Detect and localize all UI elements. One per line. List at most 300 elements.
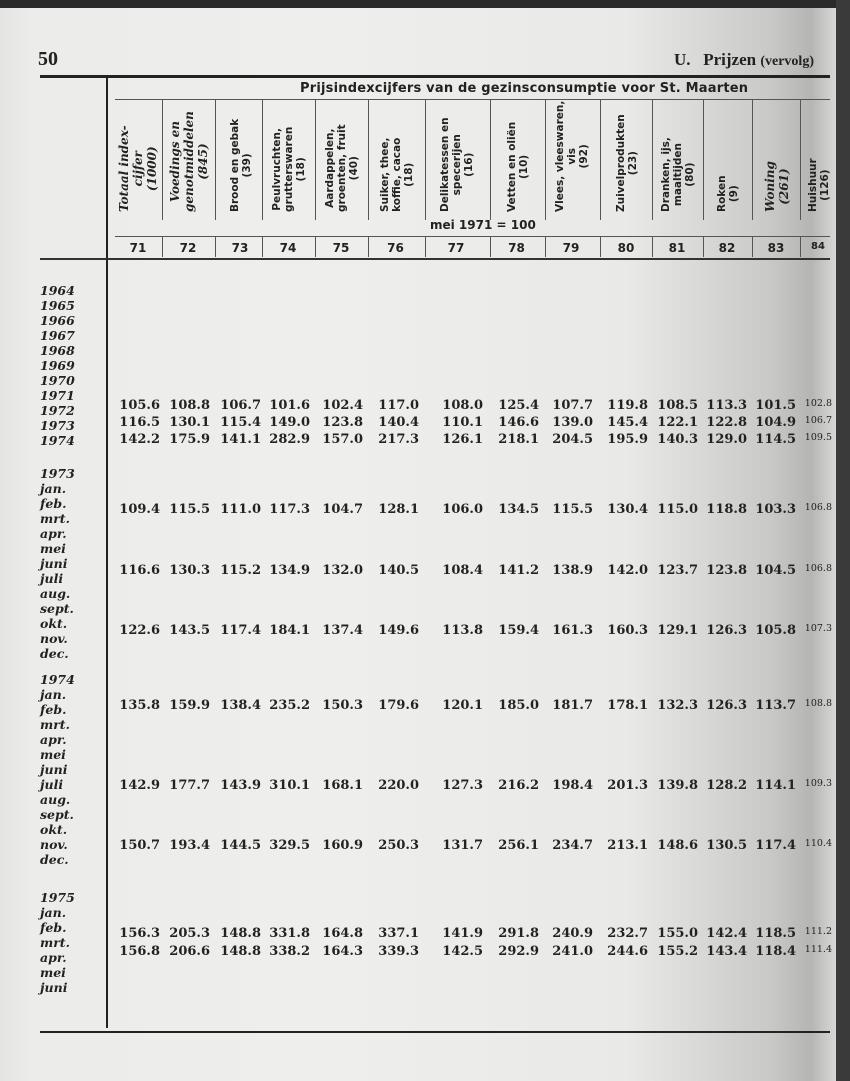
table-cell: 140.4: [378, 415, 419, 430]
column-label-line: (18): [402, 162, 415, 187]
table-cell: 115.5: [552, 502, 593, 517]
table-cell: 179.6: [378, 698, 419, 713]
column-label-line: Totaal index-: [117, 125, 131, 212]
table-cell: 122.1: [657, 415, 698, 430]
table-cell: 107.7: [552, 398, 593, 413]
column-label-line: (10): [517, 154, 530, 179]
table-cell: 111.4: [804, 944, 832, 955]
column-number-72: 72: [179, 241, 197, 255]
table-cell: 118.4: [755, 944, 796, 959]
column-label-line: Voedings en: [168, 120, 182, 203]
table-cell: 205.3: [169, 926, 210, 941]
table-cell: 104.5: [755, 563, 796, 578]
table-cell: 113.8: [442, 623, 483, 638]
column-label-line: Zuivelprodukten: [615, 114, 627, 212]
row-label: 1973: [40, 418, 75, 433]
table-row: [108, 838, 836, 854]
table-cell: 140.5: [378, 563, 419, 578]
table-row: [108, 623, 836, 639]
column-number-78: 78: [508, 241, 525, 255]
table-cell: 232.7: [607, 926, 648, 941]
table-cell: 156.8: [119, 944, 160, 959]
table-cell: 132.3: [657, 698, 698, 713]
row-label: apr.: [40, 950, 67, 965]
table-cell: 130.1: [169, 415, 210, 430]
row-label: sept.: [40, 807, 74, 822]
table-row: [108, 563, 836, 579]
table-cell: 244.6: [607, 944, 648, 959]
table-cell: 181.7: [552, 698, 593, 713]
table-cell: 118.5: [755, 926, 796, 941]
table-cell: 117.4: [755, 838, 796, 853]
table-cell: 105.6: [119, 398, 160, 413]
section-suffix: (vervolg): [760, 54, 814, 69]
table-cell: 104.9: [755, 415, 796, 430]
row-label: 1975: [40, 890, 75, 905]
column-label-line: (261): [777, 168, 791, 205]
table-cell: 128.2: [706, 778, 747, 793]
table-row: [108, 926, 836, 942]
table-cell: 102.8: [804, 398, 832, 409]
table-cell: 126.3: [706, 698, 747, 713]
table-cell: 111.0: [220, 502, 261, 517]
column-separator: [800, 237, 801, 257]
table-cell: 256.1: [498, 838, 539, 853]
table-cell: 310.1: [269, 778, 310, 793]
column-number-81: 81: [668, 241, 686, 255]
table-cell: 204.5: [552, 432, 593, 447]
table-cell: 101.5: [755, 398, 796, 413]
table-cell: 109.3: [804, 778, 832, 789]
column-header-77: [425, 100, 488, 220]
row-label: nov.: [40, 837, 68, 852]
row-label: 1972: [40, 403, 75, 418]
table-cell: 143.4: [706, 944, 747, 959]
table-cell: 150.3: [322, 698, 363, 713]
table-cell: 195.9: [607, 432, 648, 447]
column-label-line: Dranken, ijs,: [660, 137, 672, 212]
table-cell: 129.1: [657, 623, 698, 638]
table-cell: 106.8: [804, 502, 832, 513]
row-label: 1969: [40, 358, 75, 373]
row-label: mei: [40, 747, 66, 762]
column-label-line: (1000): [145, 146, 159, 192]
table-cell: 144.5: [220, 838, 261, 853]
column-header-80: [600, 100, 653, 220]
table-super-header: Prijsindexcijfers van de gezinsconsumptie voor St. Maarten: [300, 81, 749, 96]
column-label-line: grutterswaren: [283, 126, 295, 212]
table-cell: 129.0: [706, 432, 747, 447]
table-cell: 193.4: [169, 838, 210, 853]
table-cell: 107.3: [804, 623, 832, 634]
row-label: mrt.: [40, 935, 70, 950]
column-header-81: [652, 100, 703, 220]
table-cell: 338.2: [269, 944, 310, 959]
table-cell: 134.5: [498, 502, 539, 517]
table-cell: 110.1: [442, 415, 483, 430]
table-cell: 149.0: [269, 415, 310, 430]
table-cell: 127.3: [442, 778, 483, 793]
table-cell: 168.1: [322, 778, 363, 793]
column-label-line: genotmiddelen: [182, 111, 196, 212]
label-group: [40, 890, 75, 995]
table-cell: 250.3: [378, 838, 419, 853]
column-number-73: 73: [231, 241, 249, 255]
table-cell: 110.4: [804, 838, 832, 849]
table-cell: 113.7: [755, 698, 796, 713]
table-row: [108, 502, 836, 518]
row-label: feb.: [40, 496, 67, 511]
table-cell: 160.3: [607, 623, 648, 638]
column-separator: [652, 237, 653, 257]
column-separator: [162, 237, 163, 257]
table-cell: 143.9: [220, 778, 261, 793]
row-label: mrt.: [40, 717, 70, 732]
table-cell: 120.1: [442, 698, 483, 713]
table-cell: 113.3: [706, 398, 747, 413]
row-label: dec.: [40, 646, 69, 661]
column-number-71: 71: [129, 241, 147, 255]
column-label: [505, 121, 530, 212]
table-cell: 141.9: [442, 926, 483, 941]
table-cell: 201.3: [607, 778, 648, 793]
column-label-line: vis: [566, 147, 578, 165]
column-number-83: 83: [767, 241, 785, 255]
table-cell: 128.1: [378, 502, 419, 517]
table-cell: 111.2: [804, 926, 832, 937]
table-cell: 104.7: [322, 502, 363, 517]
column-label: [716, 175, 740, 212]
column-label-line: koffie, cacao: [390, 137, 403, 212]
table-cell: 117.0: [378, 398, 419, 413]
table-cell: 138.4: [220, 698, 261, 713]
table-cell: 161.3: [552, 623, 593, 638]
table-cell: 329.5: [269, 838, 310, 853]
column-header-79: [545, 100, 598, 220]
column-header-82: [703, 100, 752, 220]
table-cell: 291.8: [498, 926, 539, 941]
table-cell: 220.0: [378, 778, 419, 793]
table-cell: 134.9: [269, 563, 310, 578]
header-bottom-rule: [40, 258, 830, 260]
table-cell: 175.9: [169, 432, 210, 447]
column-separator: [425, 237, 426, 257]
table-row: [108, 698, 836, 714]
table-cell: 122.6: [119, 623, 160, 638]
table-cell: 337.1: [378, 926, 419, 941]
table-cell: 282.9: [269, 432, 310, 447]
table-cell: 159.4: [498, 623, 539, 638]
table-cell: 143.5: [169, 623, 210, 638]
column-label-line: maaltijden: [672, 143, 684, 207]
table-cell: 139.0: [552, 415, 593, 430]
table-cell: 115.5: [169, 502, 210, 517]
table-cell: 130.5: [706, 838, 747, 853]
table-cell: 108.8: [169, 398, 210, 413]
table-cell: 109.4: [119, 502, 160, 517]
column-separator: [215, 237, 216, 257]
column-separator: [368, 237, 369, 257]
table-row: [108, 432, 836, 448]
table-cell: 148.8: [220, 944, 261, 959]
row-label: juni: [40, 762, 68, 777]
table-cell: 103.3: [755, 502, 796, 517]
column-label: [439, 117, 475, 212]
row-label: okt.: [40, 822, 68, 837]
column-header-73: [215, 100, 266, 220]
table-cell: 140.3: [657, 432, 698, 447]
table-cell: 160.9: [322, 838, 363, 853]
row-label: mrt.: [40, 511, 70, 526]
label-group: [40, 672, 75, 867]
table-cell: 114.5: [755, 432, 796, 447]
table-cell: 184.1: [269, 623, 310, 638]
table-cell: 139.8: [657, 778, 698, 793]
column-header-74: [262, 100, 315, 220]
table-cell: 235.2: [269, 698, 310, 713]
row-label: sept.: [40, 601, 74, 616]
binding-edge: [836, 0, 850, 1081]
row-label: aug.: [40, 586, 71, 601]
column-number-80: 80: [617, 241, 635, 255]
table-cell: 142.5: [442, 944, 483, 959]
basis-rule: [115, 236, 830, 237]
section-header: [674, 50, 814, 70]
table-cell: 135.8: [119, 698, 160, 713]
row-label: jan.: [40, 905, 67, 920]
table-row: [108, 944, 836, 960]
page-number: 50: [38, 48, 58, 70]
table-cell: 218.1: [498, 432, 539, 447]
row-label: juli: [40, 777, 64, 792]
table-cell: 117.4: [220, 623, 261, 638]
column-separator: [752, 237, 753, 257]
table-cell: 216.2: [498, 778, 539, 793]
row-label: apr.: [40, 526, 67, 541]
table-row: [108, 778, 836, 794]
table-cell: 138.9: [552, 563, 593, 578]
row-label: nov.: [40, 631, 68, 646]
column-label-line: (126): [819, 169, 831, 201]
column-number-79: 79: [562, 241, 580, 255]
column-label: [378, 137, 415, 212]
table-cell: 141.2: [498, 563, 539, 578]
table-cell: 148.6: [657, 838, 698, 853]
row-label: apr.: [40, 732, 67, 747]
column-number-82: 82: [718, 241, 736, 255]
row-label: 1970: [40, 373, 75, 388]
table-cell: 198.4: [552, 778, 593, 793]
column-label-line: Huishuur: [807, 158, 819, 212]
table-cell: 130.3: [169, 563, 210, 578]
column-header-72: [162, 100, 215, 220]
column-label: [324, 124, 360, 212]
row-label: juni: [40, 980, 68, 995]
table-cell: 150.7: [119, 838, 160, 853]
table-cell: 116.6: [119, 563, 160, 578]
table-cell: 241.0: [552, 944, 593, 959]
label-group: [40, 283, 75, 448]
column-number-74: 74: [279, 241, 297, 255]
row-label: 1966: [40, 313, 75, 328]
column-separator: [262, 237, 263, 257]
table-cell: 185.0: [498, 698, 539, 713]
column-label-line: groenten, fruit: [336, 124, 348, 212]
table-cell: 116.5: [119, 415, 160, 430]
column-label: [271, 126, 307, 212]
column-label-line: (18): [295, 157, 307, 182]
row-label: juni: [40, 556, 68, 571]
stub-divider: [106, 78, 108, 1028]
column-label-line: (16): [463, 152, 475, 177]
column-label-line: (845): [196, 143, 210, 180]
table-row: [108, 398, 836, 414]
table-cell: 106.7: [220, 398, 261, 413]
document-page: [0, 8, 836, 1081]
table-cell: 142.2: [119, 432, 160, 447]
table-cell: 142.4: [706, 926, 747, 941]
table-cell: 123.8: [706, 563, 747, 578]
column-label-line: Vlees, vleeswaren,: [554, 100, 566, 212]
row-label: okt.: [40, 616, 68, 631]
column-number-84: 84: [811, 241, 825, 252]
column-separator: [600, 237, 601, 257]
table-cell: 292.9: [498, 944, 539, 959]
column-separator: [490, 237, 491, 257]
column-header-76: [368, 100, 424, 220]
table-cell: 115.0: [657, 502, 698, 517]
column-label: [807, 158, 831, 212]
column-header-71: [112, 100, 164, 220]
column-label-line: (39): [241, 153, 253, 178]
label-group: [40, 466, 75, 661]
column-label-line: Delikatessen en: [439, 117, 451, 212]
section-letter: U.: [673, 50, 691, 69]
table-cell: 106.7: [804, 415, 832, 426]
column-label: [554, 100, 590, 212]
row-label: 1974: [40, 433, 75, 448]
column-label: [229, 118, 253, 212]
row-label: jan.: [40, 687, 67, 702]
table-cell: 149.6: [378, 623, 419, 638]
column-label-line: cijfer: [131, 151, 145, 187]
column-header-75: [315, 100, 368, 220]
table-cell: 122.8: [706, 415, 747, 430]
row-label: mei: [40, 541, 66, 556]
column-label: [763, 161, 791, 212]
column-label-line: (80): [684, 162, 696, 187]
table-cell: 114.1: [755, 778, 796, 793]
top-rule: [40, 75, 830, 78]
table-cell: 206.6: [169, 944, 210, 959]
table-cell: 108.4: [442, 563, 483, 578]
section-title: Prijzen: [703, 50, 757, 69]
table-cell: 178.1: [607, 698, 648, 713]
index-basis: mei 1971 = 100: [430, 218, 536, 232]
table-cell: 125.4: [498, 398, 539, 413]
bottom-rule: [40, 1031, 830, 1033]
column-header-78: [490, 100, 544, 220]
table-cell: 123.7: [657, 563, 698, 578]
column-header-84: [800, 100, 837, 220]
column-label-line: Suiker, thee,: [378, 137, 391, 212]
column-label-line: Roken: [716, 175, 728, 212]
column-label: [168, 111, 210, 212]
row-label: 1965: [40, 298, 75, 313]
column-label-line: Vetten en oliën: [505, 121, 518, 212]
table-cell: 102.4: [322, 398, 363, 413]
table-cell: 177.7: [169, 778, 210, 793]
table-cell: 106.8: [804, 563, 832, 574]
table-cell: 118.8: [706, 502, 747, 517]
column-label-line: (23): [627, 151, 639, 176]
column-label: [660, 137, 696, 212]
column-label: [117, 125, 159, 212]
table-cell: 142.9: [119, 778, 160, 793]
row-label: 1974: [40, 672, 75, 687]
table-cell: 141.1: [220, 432, 261, 447]
table-cell: 108.0: [442, 398, 483, 413]
table-cell: 123.8: [322, 415, 363, 430]
table-cell: 164.8: [322, 926, 363, 941]
table-cell: 157.0: [322, 432, 363, 447]
table-cell: 217.3: [378, 432, 419, 447]
row-label: 1971: [40, 388, 75, 403]
row-label: feb.: [40, 920, 67, 935]
table-cell: 132.0: [322, 563, 363, 578]
column-label-line: (40): [348, 156, 360, 181]
table-cell: 131.7: [442, 838, 483, 853]
column-separator: [315, 237, 316, 257]
column-label-line: Woning: [763, 161, 777, 212]
table-cell: 155.0: [657, 926, 698, 941]
column-number-76: 76: [387, 241, 404, 255]
table-cell: 164.3: [322, 944, 363, 959]
row-label: jan.: [40, 481, 67, 496]
table-cell: 115.2: [220, 563, 261, 578]
table-cell: 119.8: [607, 398, 648, 413]
row-label: 1967: [40, 328, 75, 343]
table-cell: 108.8: [804, 698, 832, 709]
column-label: [615, 114, 639, 212]
column-label-line: (9): [728, 185, 740, 203]
table-cell: 109.5: [804, 432, 832, 443]
row-label: 1973: [40, 466, 75, 481]
table-cell: 159.9: [169, 698, 210, 713]
column-number-77: 77: [447, 241, 465, 255]
column-label-line: Peulvruchten,: [271, 127, 283, 211]
table-cell: 213.1: [607, 838, 648, 853]
table-cell: 142.0: [607, 563, 648, 578]
row-label: aug.: [40, 792, 71, 807]
table-cell: 234.7: [552, 838, 593, 853]
table-cell: 148.8: [220, 926, 261, 941]
row-label: juli: [40, 571, 64, 586]
table-cell: 126.1: [442, 432, 483, 447]
table-cell: 115.4: [220, 415, 261, 430]
table-cell: 106.0: [442, 502, 483, 517]
table-cell: 108.5: [657, 398, 698, 413]
table-cell: 105.8: [755, 623, 796, 638]
column-label-line: Aardappelen,: [324, 128, 336, 208]
column-label-line: Brood en gebak: [229, 118, 241, 212]
table-cell: 101.6: [269, 398, 310, 413]
table-row: [108, 415, 836, 431]
table-cell: 331.8: [269, 926, 310, 941]
table-cell: 146.6: [498, 415, 539, 430]
column-separator: [545, 237, 546, 257]
table-cell: 156.3: [119, 926, 160, 941]
